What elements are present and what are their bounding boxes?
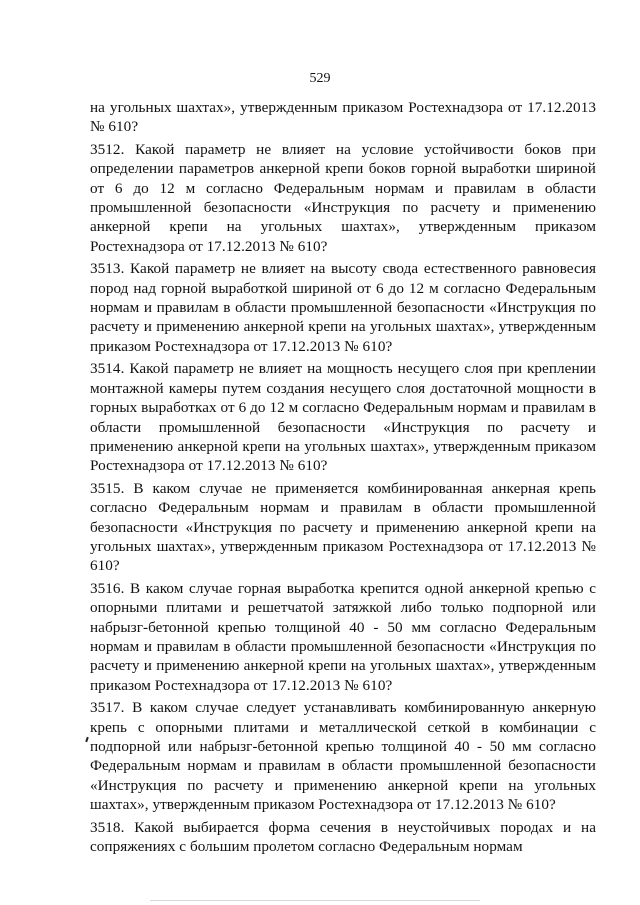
question-item — [90, 579, 596, 695]
question-number: 3516. — [90, 579, 125, 597]
question-text: В каком случае не применяется комбинированная анкерная крепь согласно Федеральным нормам и правилам в области промышленной безопасности «Инструкция по расчету и применению анкерной крепи на угольных шахтах», утвержденным приказом Ростехнадзора от 17.12.2013 № 610? — [90, 479, 596, 575]
question-item — [90, 359, 596, 475]
question-item — [90, 259, 596, 356]
question-number: 3515. — [90, 479, 125, 497]
question-number: 3512. — [90, 140, 125, 158]
scan-edge-line — [150, 900, 480, 901]
question-text: Какой выбирается форма сечения в неустойчивых породах и на сопряжениях с большим пролетом согласно Федеральным нормам — [90, 818, 596, 856]
question-text: Какой параметр не влияет на высоту свода естественного равновесия пород над горной выработкой шириной от 6 до 12 м согласно Федеральным нормам и правилам в области промышленной безопасности «Инструкция по расчету и применению анкерной крепи на угольных шахтах», утвержденным приказом Ростехнадзора от 17.12.2013 № 610? — [90, 260, 596, 355]
question-number: 3514. — [90, 360, 125, 378]
question-text: В каком случае следует устанавливать комбинированную анкерную крепь с опорными плитами и металлической сеткой в комбинации с подпорной или набрызг-бетонной крепью толщиной 40 - 50 мм согласно Федеральным нормам и правилам в области промышленной безопасности «Инструкция по расчету и применению анкерной крепи на угольных шахтах», утвержденным приказом Ростехнадзора от 17.12.2013 № 610? — [90, 699, 596, 814]
question-item — [90, 98, 596, 137]
question-item — [90, 698, 596, 814]
question-item — [90, 140, 596, 256]
question-list — [90, 98, 596, 859]
question-text: В каком случае горная выработка крепится одной анкерной крепью с опорными плитами и решетчатой затяжкой либо только подпорной или набрызг-бетонной крепью толщиной 40 - 50 мм согласно Федеральным нормам и правилам в области промышленной безопасности «Инструкция по расчету и применению анкерной крепи на угольных шахтах», утвержденным приказом Ростехнадзора от 17.12.2013 № 610? — [90, 579, 596, 694]
question-number: 3513. — [90, 260, 125, 278]
question-number: 3518. — [90, 818, 125, 836]
question-number: 3517. — [90, 699, 125, 717]
question-item — [90, 479, 596, 576]
page-number: 529 — [309, 71, 331, 86]
question-text: Какой параметр не влияет на условие устойчивости боков при определении параметров анкерной крепи боков горной выработки шириной от 6 до 12 м согласно Федеральным нормам и правилам в области промышленной безопасности «Инструкция по расчету и применению анкерной крепи на угольных шахтах», утвержденным приказом Ростехнадзора от 17.12.2013 № 610? — [90, 140, 596, 255]
question-text: на угольных шахтах», утвержденным приказом Ростехнадзора от 17.12.2013 № 610? — [90, 99, 596, 136]
question-text: Какой параметр не влияет на мощность несущего слоя при креплении монтажной камеры путем создания несущего слоя достаточной мощности в горных выработках от 6 до 12 м согласно Федеральным нормам и правилам в области промышленной безопасности «Инструкция по расчету и применению анкерной крепи на угольных шахтах», утвержденным приказом Ростехнадзора от 17.12.2013 № 610? — [90, 360, 596, 475]
question-item — [90, 818, 596, 857]
scan-mark — [85, 737, 89, 742]
